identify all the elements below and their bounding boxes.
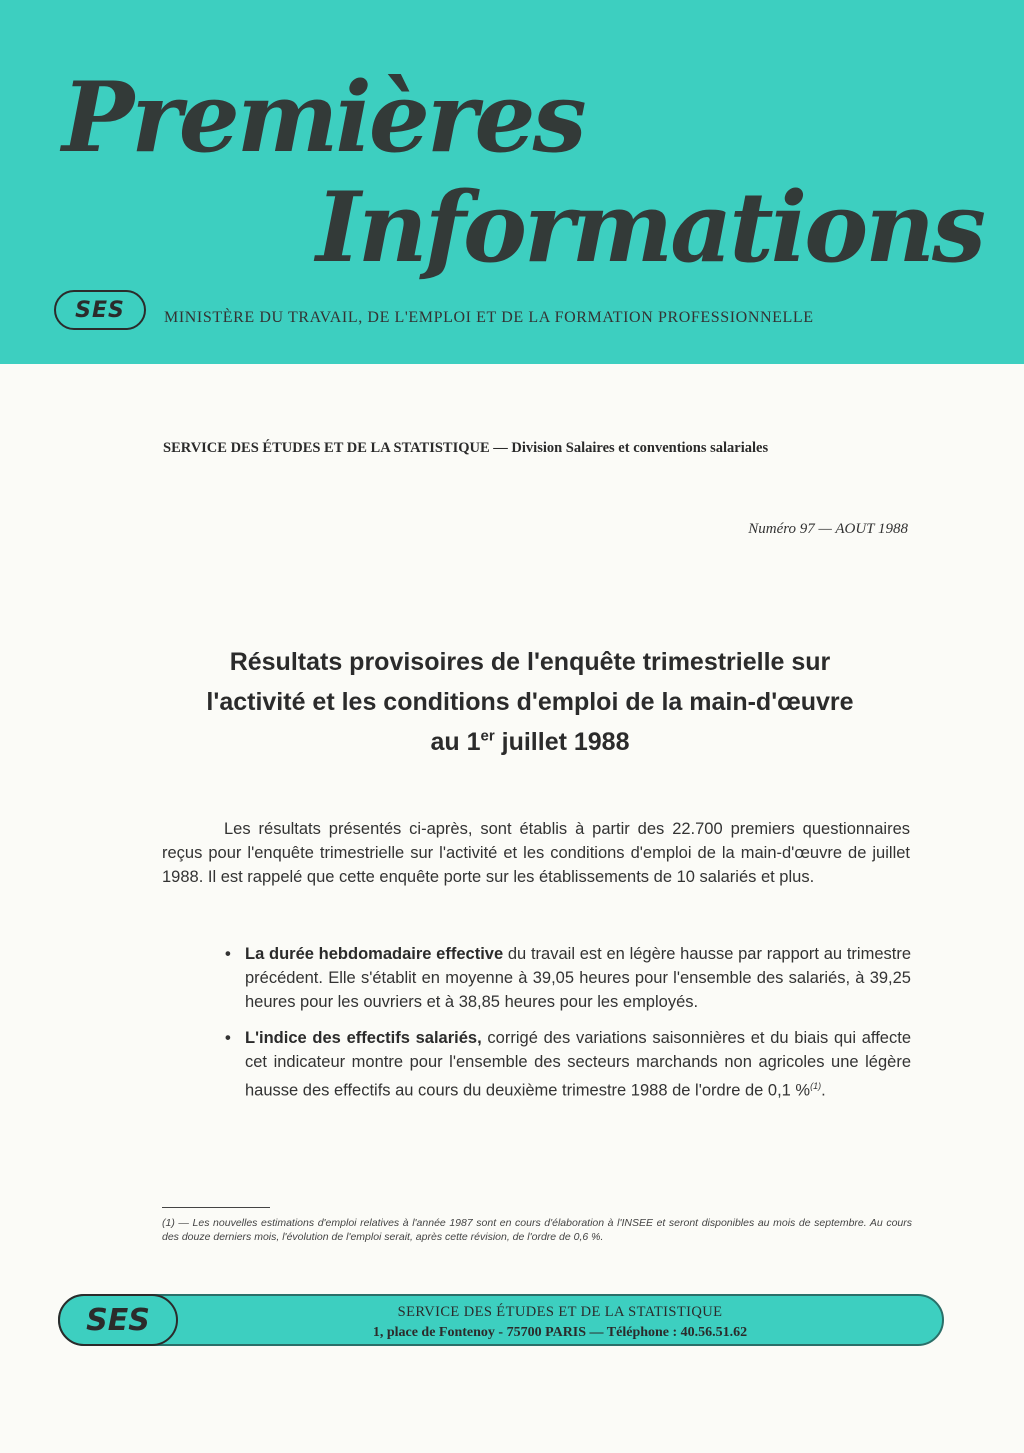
main-title-superscript: er	[480, 727, 495, 745]
header-band	[0, 0, 1024, 364]
footer-ses-logo: SES	[58, 1294, 178, 1346]
masthead-title-line2: Informations	[316, 171, 984, 284]
footer-address: 1, place de Fontenoy - 75700 PARIS — Téléphone : 40.56.51.62	[372, 1325, 748, 1340]
issue-number: Numéro 97 — AOUT 1988	[748, 521, 908, 537]
main-title-line3	[130, 722, 930, 762]
service-division: SERVICE DES ÉTUDES ET DE LA STATISTIQUE — Division Salaires et conventions salariales	[163, 440, 769, 456]
footnote-divider	[162, 1207, 270, 1208]
bullet-list	[225, 942, 911, 1115]
bullet-bold-label: La durée hebdomadaire effective	[245, 945, 504, 963]
bullet-bold-label: L'indice des effectifs salariés,	[245, 1029, 482, 1047]
bullet-text: du travail est en légère hausse par rapport au trimestre précédent. Elle s'établit en moyenne à 39,05 heures pour l'ensemble des salariés, à 39,25 heures pour les ouvriers et à 38,85 heures pour les employés.	[245, 945, 911, 1011]
ministry-name: MINISTÈRE DU TRAVAIL, DE L'EMPLOI ET DE LA FORMATION PROFESSIONNELLE	[164, 309, 814, 326]
bullet-icon: •	[225, 1029, 231, 1047]
footer-service-name: SERVICE DES ÉTUDES ET DE LA STATISTIQUE	[397, 1304, 723, 1320]
footnote-reference: (1)	[810, 1081, 822, 1091]
bullet-text: corrigé des variations saisonnières et du biais qui affecte cet indicateur montre pour l'ensemble des secteurs marchands non agricoles une légère hausse des effectifs au cours du deuxième trimestre 1988 de l'ordre de 0,1 %	[245, 1029, 911, 1100]
bullet-item-effectifs	[225, 1026, 911, 1103]
main-title-line3-suffix: juillet 1988	[494, 728, 630, 756]
bullet-text-end: .	[821, 1081, 826, 1100]
bullet-icon: •	[225, 945, 231, 963]
ses-logo: SES	[54, 290, 146, 330]
intro-paragraph: Les résultats présentés ci-après, sont établis à partir des 22.700 premiers questionnaires reçus pour l'enquête trimestrielle sur l'activité et les conditions d'emploi de la main-d'œuvre de juillet 1988. Il est rappelé que cette enquête porte sur les établissements de 10 salariés et plus.	[162, 820, 910, 886]
masthead-title-line1: Premières	[62, 61, 584, 174]
main-title-line1: Résultats provisoires de l'enquête trimestrielle sur	[229, 648, 831, 676]
main-title-line3-prefix: au 1	[430, 728, 481, 756]
main-title	[130, 642, 930, 762]
bullet-item-duree	[225, 942, 911, 1014]
main-title-line2: l'activité et les conditions d'emploi de la main-d'œuvre	[206, 688, 854, 716]
footnote: (1) — Les nouvelles estimations d'emploi relatives à l'année 1987 sont en cours d'élaboration à l'INSEE et seront disponibles au mois de septembre. Au cours des douze derniers mois, l'évolution de l'emploi serait, après cette révision, de l'ordre de 0,6 %.	[162, 1217, 912, 1243]
